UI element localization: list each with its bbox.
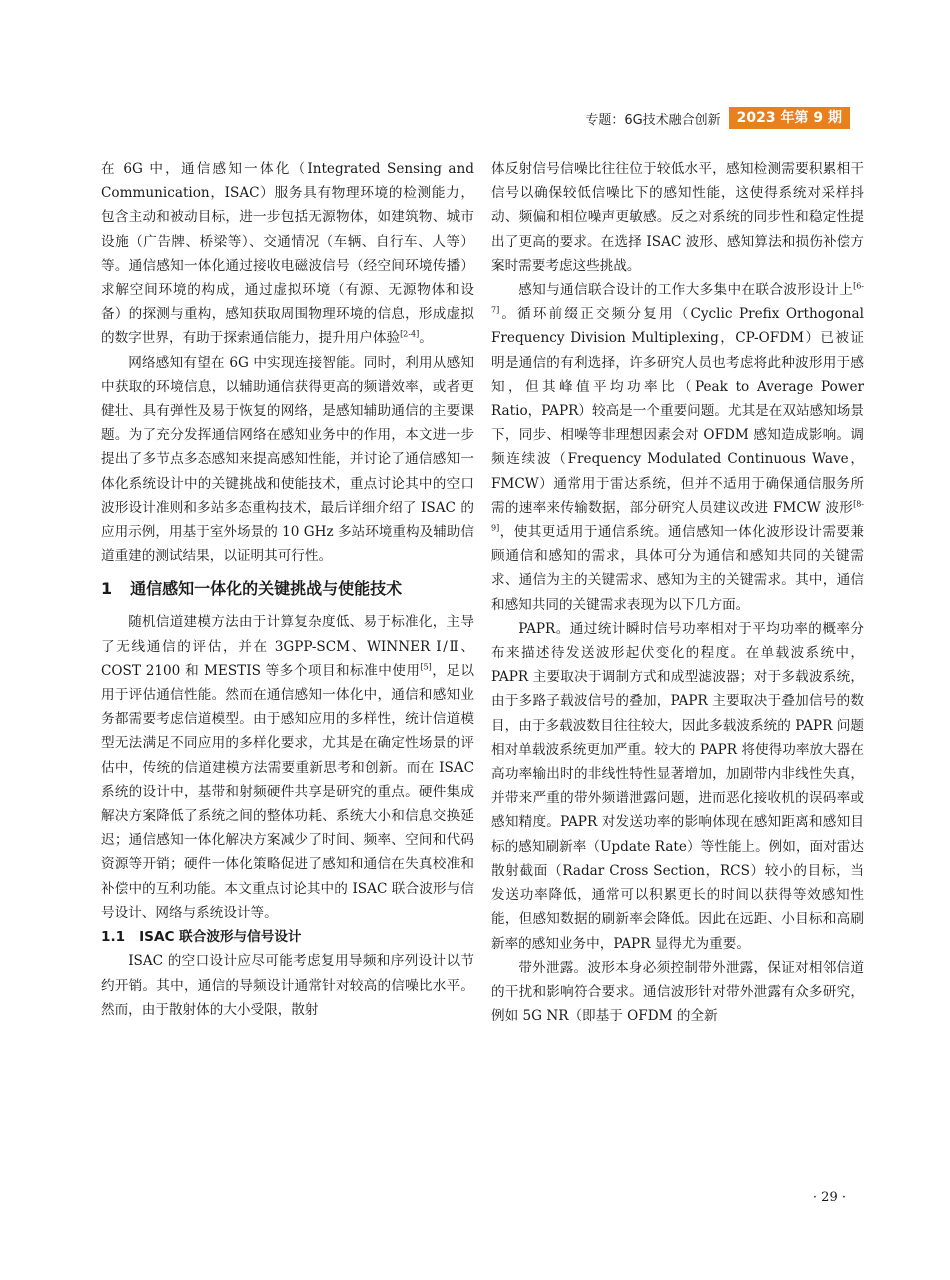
paragraph-text: 。 [419,330,433,347]
paragraph: 体反射信号信噪比往往位于较低水平，感知检测需要积累相干信号以确保较低信噪比下的感知性能，这使得系统对采样抖动、频偏和相位噪声更敏感。反之对系统的同步性和稳定性提出了更高的要求。在选择 ISAC 波形、感知算法和损伤补偿方案时需要考虑这些挑战。 [491,161,864,274]
running-header [585,107,850,129]
paragraph-text: 。循环前缀正交频分复用（Cyclic Prefix Orthogonal Frequency Division Multiplexing，CP-OFDM）已被证明是通信的有利选择，许多研究人员也考虑将此种波形用于感知，但其峰值平均功率比（Peak to Average Power Ratio，PAPR）较高是一个重要问题。尤其是在双站感知场景下，同步、相噪等非理想因素会对 OFDM 感知造成影响。调频连续波（Frequency Modulated Continuous Wave，FMCW）通常用于雷达系统，但并不适用于确保通信服务所需的速率来传输数据，部分研究人员建议改进 FMCW 波形 [491,306,864,516]
issue-badge: 2023 年第 9 期 [729,107,850,129]
paragraph-text: ，使其更适用于通信系统。通信感知一体化波形设计需要兼顾通信和感知的需求，具体可分为通信和感知共同的关键需求、通信为主的关键需求、感知为主的关键需求。其中，通信和感知共同的关键需求表现为以下几方面。 [491,524,864,613]
paragraph: PAPR。通过统计瞬时信号功率相对于平均功率的概率分布来描述待发送波形起伏变化的程度。在单载波系统中，PAPR 主要取决于调制方式和成型滤波器；对于多载波系统，由于多路子载波信号的叠加，PAPR 主要取决于叠加信号的数目，由于多载波数目往往较大，因此多载波系统的 PAPR 问题相对单载波系统更加严重。较大的 PAPR 将使得功率放大器在高功率输出时的非线性特性显著增加，加剧带内非线性失真，并带来严重的带外频谱泄露问题，进而恶化接收机的误码率或感知精度。PAPR 对发送功率的影响体现在感知距离和感知目标的感知刷新率（Update Rate）等性能上。例如，面对雷达散射截面（Radar Cross Section，RCS）较小的目标，当发送功率降低，通常可以积累更长的时间以获得等效感知性能，但感知数据的刷新率会降低。因此在远距、小目标和高刷新率的感知业务中，PAPR 显得尤为重要。 [491,620,864,952]
paragraph-text: 随机信道建模方法由于计算复杂度低、易于标准化，主导了无线通信的评估，并在 3GPP-SCM、WINNER Ⅰ/Ⅱ、COST 2100 和 MESTIS 等多个项目和标准中使用 [101,614,474,679]
section-number: 1 [101,579,113,599]
paragraph: 网络感知有望在 6G 中实现连接智能。同时，利用从感知中获取的环境信息，以辅助通信获得更高的频谱效率，或者更健壮、具有弹性及易于恢复的网络，是感知辅助通信的主要课题。为了充分发挥通信网络在感知业务中的作用，本文进一步提出了多节点多态感知来提高感知性能，并讨论了通信感知一体化系统设计中的关键挑战和使能技术，重点讨论其中的空口波形设计准则和多站多态重构技术，最后详细介绍了 ISAC 的应用示例，用基于室外场景的 10 GHz 多站环境重构及辅助信道重建的测试结果，以证明其可行性。 [101,354,474,565]
paragraph [101,610,474,925]
left-column [101,157,474,1022]
subsection-heading [101,925,474,949]
header-topic: 专题：6G技术融合创新 [585,112,721,128]
paragraph-text: 感知与通信联合设计的工作大多集中在联合波形设计上 [518,282,854,299]
subsection-number: 1.1 [101,929,126,946]
paragraph: ISAC 的空口设计应尽可能考虑复用导频和序列设计以节约开销。其中，通信的导频设计通常针对较高的信噪比水平。然而，由于散射体的大小受限，散射 [101,953,474,1018]
section-title: 通信感知一体化的关键挑战与使能技术 [130,579,403,599]
subsection-title: ISAC 联合波形与信号设计 [139,929,302,946]
citation: [8-9] [491,499,864,533]
citation: [6-7] [491,281,864,315]
paragraph [101,157,474,351]
citation: [2-4] [400,329,420,339]
section-heading [101,576,474,602]
right-column [491,157,864,1028]
citation: [5] [420,662,432,672]
paragraph-text: 在 6G 中，通信感知一体化（Integrated Sensing and Communication，ISAC）服务具有物理环境的检测能力，包含主动和被动目标，进一步包括无源物体，如建筑物、城市设施（广告牌、桥梁等）、交通情况（车辆、自行车、人等）等。通信感知一体化通过接收电磁波信号（经空间环境传播）求解空间环境的构成，通过虚拟环境（有源、无源物体和设备）的探测与重构，感知获取周围物理环境的信息，形成虚拟的数字世界，有助于探索通信能力，提升用户体验 [101,161,474,347]
paragraph [491,278,864,617]
paragraph-text: ，足以用于评估通信性能。然而在通信感知一体化中，通信和感知业务都需要考虑信道模型。由于感知应用的多样性，统计信道模型无法满足不同应用的多样化要求，尤其是在确定性场景的评估中，传统的信道建模方法需要重新思考和创新。而在 ISAC 系统的设计中，基带和射频硬件共享是研究的重点。硬件集成解决方案降低了系统之间的整体功耗、系统大小和信息交换延迟；通信感知一体化解决方案减少了时间、频率、空间和代码资源等开销；硬件一体化策略促进了感知和通信在失真校准和补偿中的互利功能。本文重点讨论其中的 ISAC 联合波形与信号设计、网络与系统设计等。 [101,662,474,921]
page-number: · 29 · [812,1190,846,1205]
paragraph: 带外泄露。波形本身必须控制带外泄露，保证对相邻信道的干扰和影响符合要求。通信波形针对带外泄露有众多研究，例如 5G NR（即基于 OFDM 的全新 [491,959,864,1025]
